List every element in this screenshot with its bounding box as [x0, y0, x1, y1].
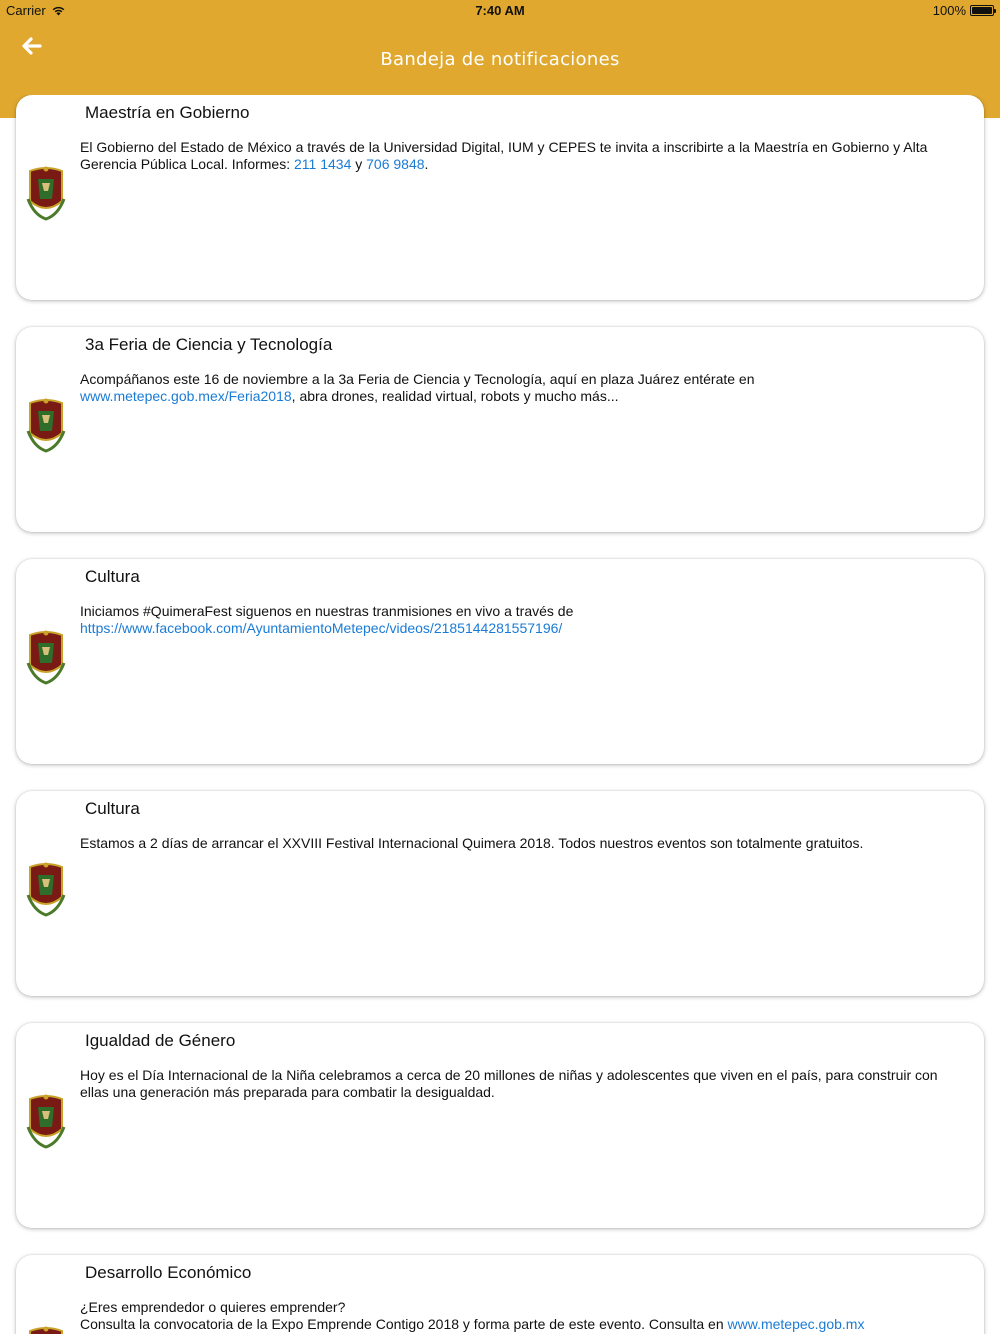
notification-title: Cultura — [85, 567, 140, 586]
battery-percent: 100% — [932, 3, 966, 18]
notification-card[interactable] — [16, 1023, 984, 1228]
notification-title: 3a Feria de Ciencia y Tecnología — [85, 335, 333, 354]
notification-card[interactable] — [16, 791, 984, 996]
notification-card[interactable] — [16, 1255, 984, 1334]
notification-body — [80, 371, 960, 405]
municipal-emblem-icon — [24, 1093, 68, 1151]
battery-info — [933, 3, 994, 18]
notification-text: Estamos a 2 días de arrancar el XXVIII Festival Internacional Quimera 2018. Todos nuestros eventos son totalmente gratuitos. — [80, 835, 864, 851]
carrier-label: Carrier — [6, 3, 46, 18]
notification-text: , abra drones, realidad virtual, robots y mucho más... — [291, 388, 619, 404]
notification-body — [80, 603, 960, 637]
status-time: 7:40 AM — [475, 3, 525, 18]
notification-text: . — [424, 156, 429, 172]
notification-text: y — [351, 156, 367, 172]
notification-text: Consulta la convocatoria de la Expo Emprende Contigo 2018 y forma parte de este evento. Consulta en — [80, 1316, 728, 1332]
notification-text: El Gobierno del Estado de México a través de la Universidad Digital, IUM y CEPES te invita a inscribirte a la Maestría en Gobierno y Alta Gerencia Pública Local. Informes: — [80, 139, 928, 172]
municipal-emblem-icon — [24, 397, 68, 455]
notification-title: Maestría en Gobierno — [85, 103, 250, 122]
battery-icon — [970, 5, 994, 16]
phone-link[interactable]: 706 9848 — [366, 156, 425, 172]
status-bar — [0, 0, 1000, 22]
phone-link[interactable]: 211 1434 — [294, 156, 352, 172]
notification-body — [80, 139, 960, 173]
web-link[interactable]: https://www.facebook.com/AyuntamientoMetepec/videos/2185144281557196/ — [80, 620, 563, 636]
notification-title: Desarrollo Económico — [85, 1263, 252, 1282]
notification-card[interactable] — [16, 327, 984, 532]
notification-body — [80, 1067, 960, 1101]
notification-card[interactable] — [16, 95, 984, 300]
municipal-emblem-icon — [24, 1325, 68, 1334]
notification-text: ¿Eres emprendedor o quieres emprender? — [80, 1299, 346, 1315]
notification-body — [80, 835, 960, 852]
notification-text: Hoy es el Día Internacional de la Niña celebramos a cerca de 20 millones de niñas y adolescentes que viven en el país, para construir con ellas una generación más preparada para combatir la desigualdad. — [80, 1067, 938, 1100]
notification-text: Acompáñanos este 16 de noviembre a la 3a Feria de Ciencia y Tecnología, aquí en plaza Juárez entérate en — [80, 371, 755, 387]
notification-text: Iniciamos #QuimeraFest siguenos en nuestras tranmisiones en vivo a través de — [80, 603, 574, 619]
notification-body — [80, 1299, 960, 1333]
page-title: Bandeja de notificaciones — [380, 49, 620, 70]
notification-card[interactable] — [16, 559, 984, 764]
web-link[interactable]: www.metepec.gob.mex/Feria2018 — [80, 388, 292, 404]
municipal-emblem-icon — [24, 861, 68, 919]
municipal-emblem-icon — [24, 165, 68, 223]
municipal-emblem-icon — [24, 629, 68, 687]
notification-title: Cultura — [85, 799, 140, 818]
notification-list[interactable] — [0, 95, 1000, 1334]
notification-title: Igualdad de Género — [85, 1031, 236, 1050]
web-link[interactable]: www.metepec.gob.mx — [727, 1316, 865, 1332]
